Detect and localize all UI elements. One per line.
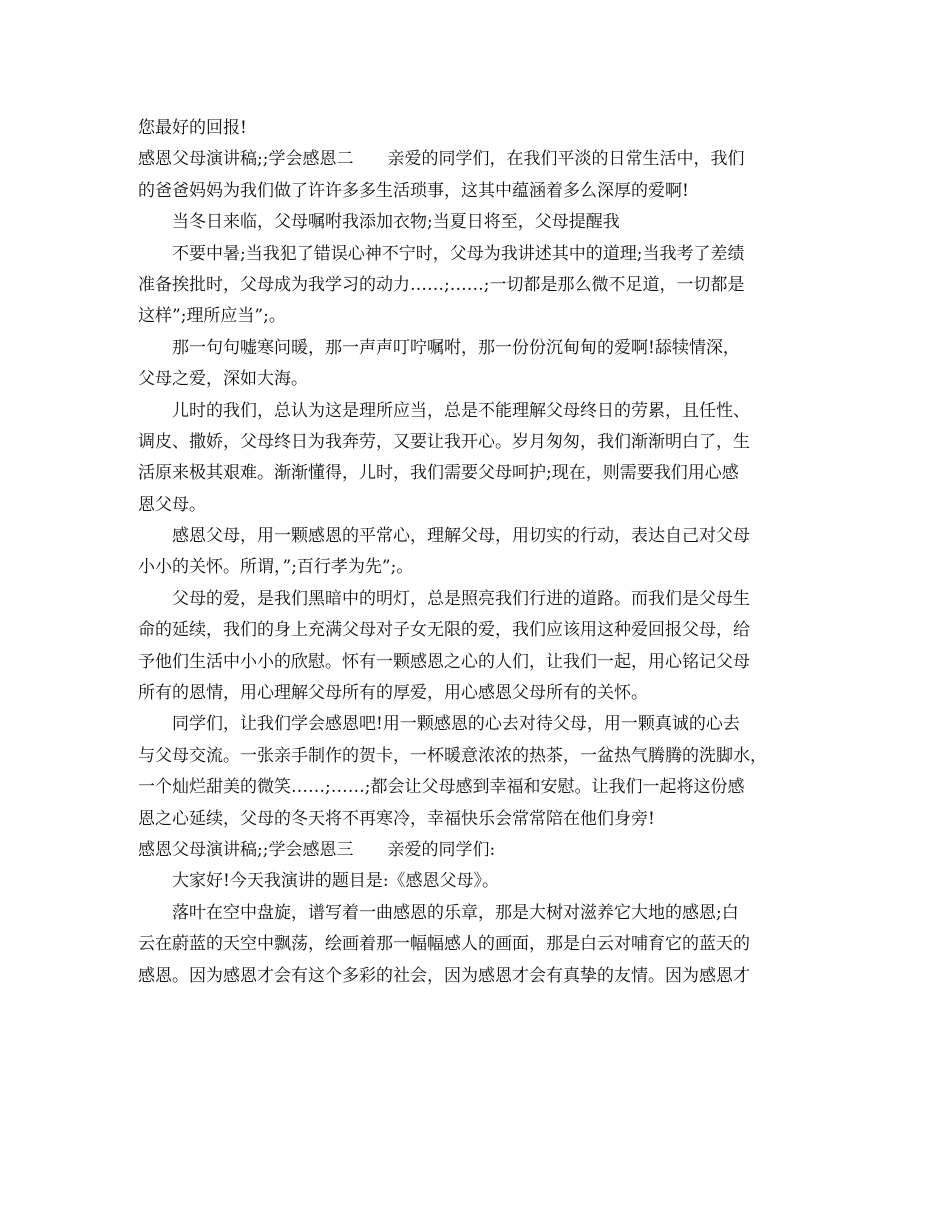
text-line: 您最好的回报! [138,118,247,138]
text-line: 命的延续，我们的身上充满父母对子女无限的爱，我们应该用这种爱回报父母，给 [138,620,750,641]
section-heading-line: 感恩父母演讲稿;;学会感恩二 亲爱的同学们，在我们平淡的日常生活中，我们 [138,149,745,170]
text-line: 所有的恩情，用心理解父母所有的厚爱，用心感恩父母所有的关怀。 [138,683,648,704]
text-line: 的爸爸妈妈为我们做了许许多多生活琐事，这其中蕴涵着多么深厚的爱啊! [138,180,689,201]
text-line: 这样”;理所应当”;。 [138,306,286,327]
text-line: 恩之心延续，父母的冬天将不再寒冷，幸福快乐会常常陪在他们身旁! [138,808,655,829]
paragraph-start-line: 落叶在空中盘旋，谱写着一曲感恩的乐章，那是大树对滋养它大地的感恩;白 [172,902,739,923]
text-line: 与父母交流。一张亲手制作的贺卡，一杯暖意浓浓的热茶，一盆热气腾腾的洗脚水， [138,745,767,766]
text-line: 活原来极其艰难。渐渐懂得，儿时，我们需要父母呵护;现在，则需要我们用心感 [138,463,739,484]
paragraph-start-line: 大家好!今天我演讲的题目是:《感恩父母》。 [172,871,500,892]
text-line: 小小的关怀。所谓，”;百行孝为先”;。 [138,557,414,578]
paragraph-start-line: 儿时的我们，总认为这是理所应当，总是不能理解父母终日的劳累，且任性、 [172,400,750,421]
text-line: 予他们生活中小小的欣慰。怀有一颗感恩之心的人们，让我们一起，用心铭记父母 [138,651,750,672]
text-line: 调皮、撒娇，父母终日为我奔劳，又要让我开心。岁月匆匆，我们渐渐明白了，生 [138,431,750,452]
paragraph-start-line: 那一句句嘘寒问暖，那一声声叮咛嘱咐，那一份份沉甸甸的爱啊!舔犊情深， [172,337,740,358]
paragraph-start-line: 同学们，让我们学会感恩吧!用一颗感恩的心去对待父母，用一颗真诚的心去 [172,714,740,735]
text-line: 父母之爱，深如大海。 [138,369,308,390]
text-line: 云在蔚蓝的天空中飘荡，绘画着那一幅幅感人的画面，那是白云对哺育它的蓝天的 [138,934,750,955]
text-line: 准备挨批时，父母成为我学习的动力……;……;一切都是那么微不足道，一切都是 [138,274,745,295]
text-line: 感恩。因为感恩才会有这个多彩的社会，因为感恩才会有真挚的友情。因为感恩才 [138,965,750,986]
document-page [138,113,818,992]
text-line: 一个灿烂甜美的微笑……;……;都会让父母感到幸福和安慰。让我们一起将这份感 [138,777,745,798]
paragraph-start-line: 当冬日来临，父母嘱咐我添加衣物;当夏日将至，父母提醒我 [172,212,620,233]
paragraph-start-line: 感恩父母，用一颗感恩的平常心，理解父母，用切实的行动，表达自己对父母 [172,526,750,547]
section-heading-line: 感恩父母演讲稿;;学会感恩三 亲爱的同学们: [138,839,496,860]
paragraph-start-line: 不要中暑;当我犯了错误心神不宁时，父母为我讲述其中的道理;当我考了差绩 [172,243,745,264]
paragraph-start-line: 父母的爱，是我们黑暗中的明灯，总是照亮我们行进的道路。而我们是父母生 [172,588,750,609]
text-line: 恩父母。 [138,494,206,515]
